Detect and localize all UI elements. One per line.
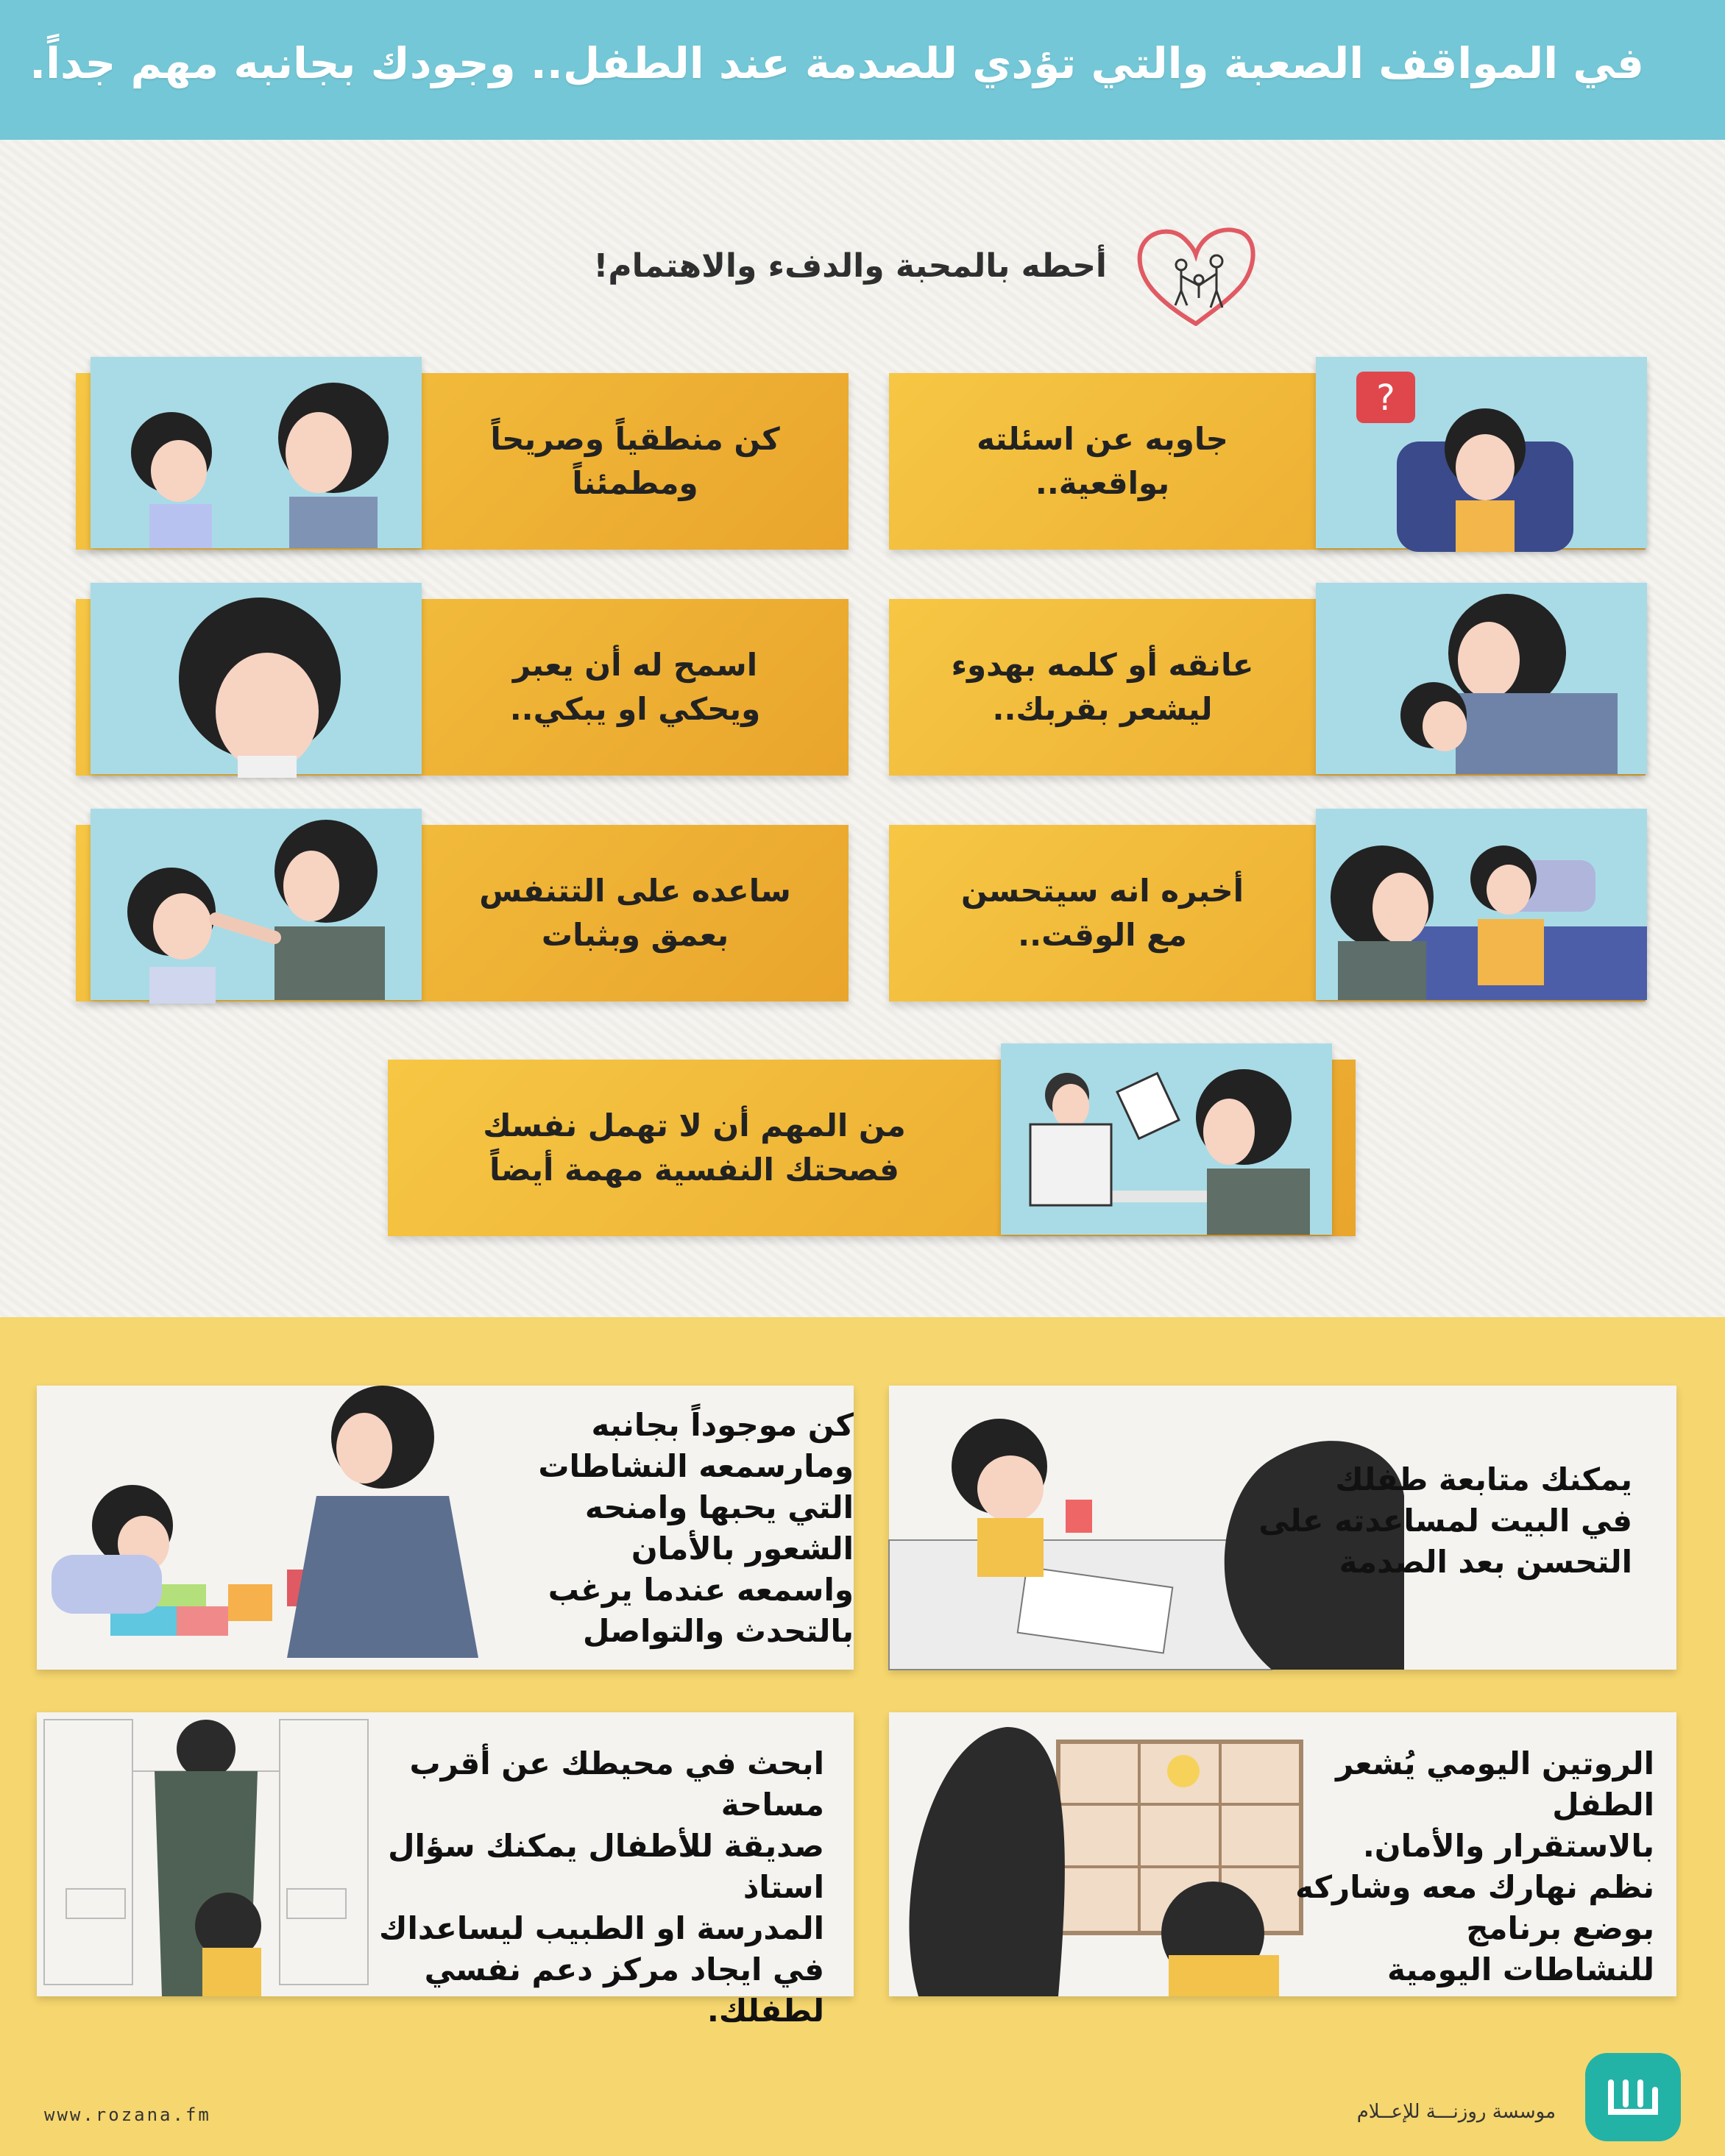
tip-line: مع الوقت.. bbox=[1018, 917, 1187, 953]
illustration-therapy bbox=[1001, 1043, 1332, 1235]
tip-line: ويحكي او يبكي.. bbox=[509, 691, 761, 727]
illustration-breathing bbox=[91, 809, 422, 1000]
question-mark: ? bbox=[1376, 377, 1395, 419]
illustration-bedside bbox=[1316, 809, 1647, 1000]
tip-text bbox=[388, 1060, 1001, 1236]
panel-follow-up bbox=[889, 1386, 1676, 1670]
tip-line: بواقعية.. bbox=[1035, 465, 1170, 501]
panel-text: ابحث في محيطك عن أقرب مساحة صديقة للأطفال يمكنك سؤال استاذ المدرسة او الطبيب ليساعداك في ايجاد مركز دعم نفسي لطفلك. bbox=[378, 1745, 824, 2029]
tip-line: بعمق وبثبات bbox=[541, 917, 729, 953]
panel-search bbox=[37, 1712, 854, 2029]
panel-text: كن موجوداً بجانبه ومارسمعه النشاطات التي يحبها وامنحه الشعور بالأمان واسمعه عندما يرغب بالتحدث والتواصل bbox=[538, 1407, 854, 1649]
tip-line: عانقه أو كلمه بهدوء bbox=[951, 647, 1254, 683]
tip-line: ساعده على التتنفس bbox=[479, 873, 791, 909]
panel-be-present bbox=[37, 1386, 854, 1670]
tip-text bbox=[422, 599, 849, 776]
tip-line: أخبره انه سيتحسن bbox=[961, 873, 1244, 909]
illustration-mother-child bbox=[91, 357, 422, 548]
tip-card-will-improve bbox=[889, 825, 1646, 1001]
tip-card-be-logical bbox=[76, 373, 849, 550]
tip-card-answer-questions bbox=[889, 373, 1646, 550]
panel-text: الروتين اليومي يُشعر الطفل بالاستقرار والأمان. نظم نهارك معه وشاركه بوضع برنامج للنشاطات اليومية bbox=[1295, 1745, 1654, 1987]
illustration-hug bbox=[1316, 583, 1647, 774]
rozana-logo-icon bbox=[1585, 2053, 1681, 2141]
heart-family-icon bbox=[1130, 221, 1262, 331]
tip-line: ومطمئناً bbox=[572, 465, 698, 501]
tip-line: فصحتك النفسية مهمة أيضاً bbox=[489, 1152, 899, 1188]
tip-line: كن منطقياً وصريحاً bbox=[490, 421, 780, 457]
illustration-blocks-play bbox=[37, 1386, 493, 1670]
tip-line: اسمح له أن يعبر bbox=[512, 647, 758, 683]
panel-routine bbox=[889, 1712, 1676, 1996]
website-url[interactable]: www.rozana.fm bbox=[44, 2104, 211, 2125]
tip-card-self-care bbox=[388, 1060, 1356, 1236]
organization-name: موسسة روزنـــة للإعــلام bbox=[1356, 2101, 1556, 2123]
tip-text bbox=[422, 373, 849, 550]
tip-line: من المهم أن لا تهمل نفسك bbox=[483, 1107, 906, 1143]
page-title: في المواقف الصعبة والتي تؤدي للصدمة عند الطفل.. وجودك بجانبه مهم جداً. bbox=[29, 38, 1644, 88]
subtitle: أحطه بالمحبة والدفء والاهتمام! bbox=[593, 247, 1107, 285]
tip-card-hug bbox=[889, 599, 1646, 776]
tip-text bbox=[889, 599, 1316, 776]
tip-text bbox=[889, 373, 1316, 550]
illustration-walking-hallway bbox=[37, 1712, 375, 1996]
tip-card-express bbox=[76, 599, 849, 776]
illustration-child-face bbox=[91, 583, 422, 774]
tip-text bbox=[889, 825, 1316, 1001]
tip-line: ليشعر بقربك.. bbox=[992, 691, 1213, 727]
tip-text bbox=[422, 825, 849, 1001]
panel-text: يمكنك متابعة طفلك في البيت لمساعدته على التحسن بعد الصدمة bbox=[1258, 1461, 1632, 1580]
illustration-child-question bbox=[1316, 357, 1647, 548]
tip-line: جاوبه عن اسئلته bbox=[977, 421, 1228, 457]
tip-card-breathe bbox=[76, 825, 849, 1001]
